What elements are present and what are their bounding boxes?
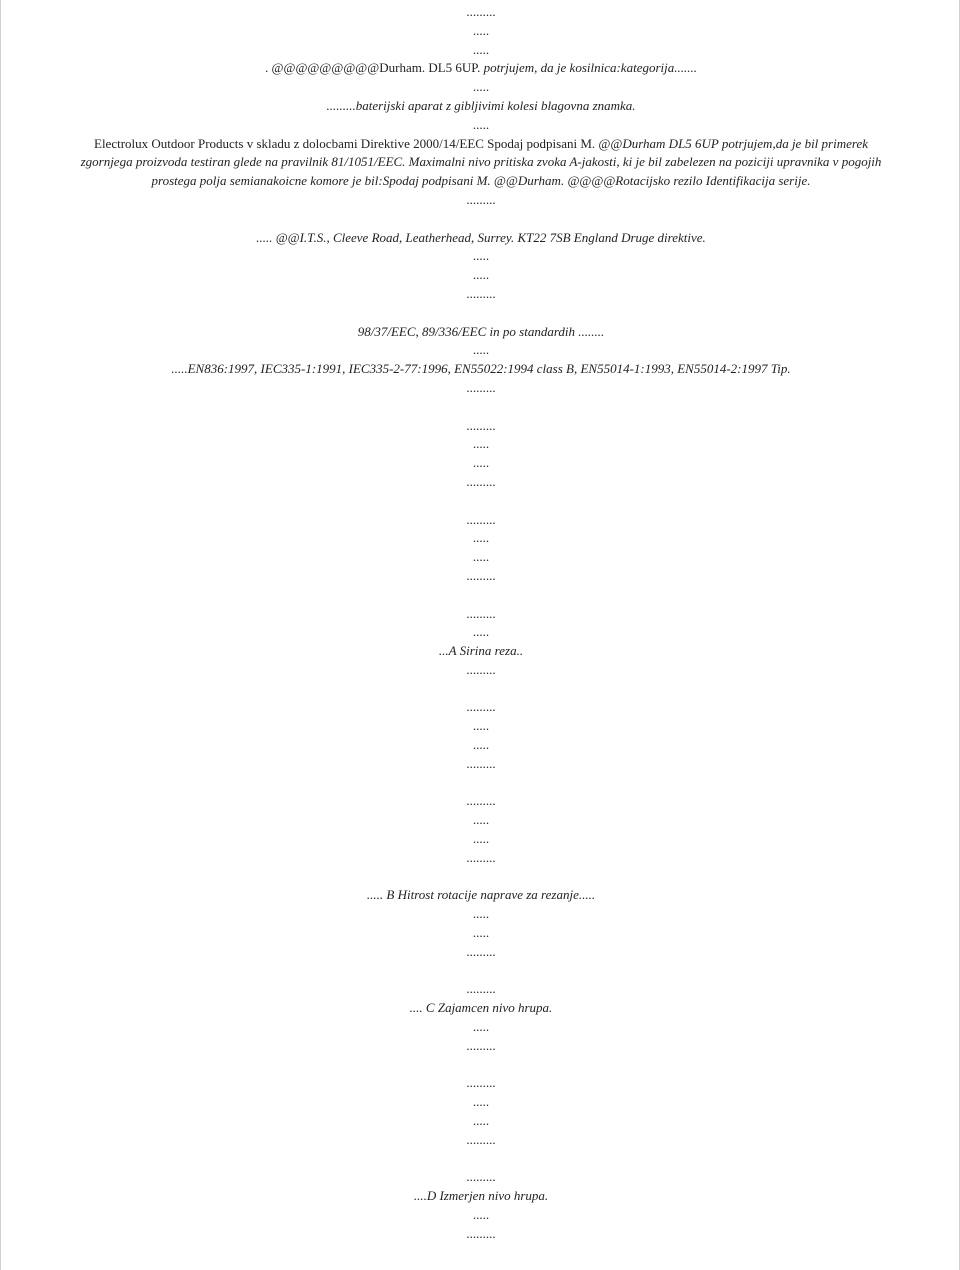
text-line: zgornjega proizvoda testiran glede na pravilnik 81/1051/EEC. Maximalni nivo pritiska zvoka A-jakosti, ki je bil zabelezen na poziciji upravnika v pogojih (80, 154, 882, 170)
dot-filler-line: ..... (472, 342, 490, 358)
blank-line (11, 1150, 951, 1169)
text-line: .....EN836:1997, IEC335-1:1991, IEC335-2-77:1996, EN55022:1994 class B, EN55014-1:1993, EN55014-2:1997 Tip. (171, 361, 791, 377)
dot-filler-line: ..... (472, 530, 490, 546)
dot-filler-line: ......... (466, 285, 496, 301)
dot-filler-line: ..... (472, 267, 490, 283)
dot-filler-line: ..... (472, 906, 490, 922)
dot-filler-line: ......... (466, 943, 496, 959)
document-body (11, 3, 951, 1244)
blank-line (11, 398, 951, 417)
dot-filler-line: ..... (472, 737, 490, 753)
dot-filler-line: ......... (466, 567, 496, 583)
dot-filler-line: ......... (466, 755, 496, 771)
dot-filler-line: ......... (466, 379, 496, 395)
dot-filler-line: ..... (472, 624, 490, 640)
dot-filler-line: ..... (472, 79, 490, 95)
dot-filler-line: ..... (472, 116, 490, 132)
dot-filler-line: ..... (472, 1207, 490, 1222)
dot-filler-line: ..... (472, 925, 490, 941)
dot-filler-line: ......... (466, 4, 496, 19)
text-segment: potrjujem, da je kosilnica:kategorija....... (483, 60, 697, 76)
text-line (11, 135, 951, 154)
text-line (11, 59, 951, 78)
dot-filler-line: ..... (472, 831, 490, 847)
dot-filler-line: ......... (466, 473, 496, 489)
text-line: prostega polja semianakoicne komore je bil:Spodaj podpisani M. @@Durham. @@@@Rotacijsko rezilo Identifikacija serije. (151, 173, 811, 189)
dot-filler-line: ..... (472, 1019, 490, 1035)
dot-filler-line: ......... (466, 1075, 496, 1091)
dot-filler-line: ......... (466, 981, 496, 997)
blank-line (11, 586, 951, 605)
text-line: .........baterijski aparat z gibljivimi kolesi blagovna znamka. (326, 97, 636, 113)
blank-line (11, 1056, 951, 1075)
dot-filler-line: ..... (472, 455, 490, 471)
dot-filler-line: ......... (466, 1169, 496, 1185)
dot-filler-line: ..... (472, 436, 490, 452)
text-segment: . @@@@@@@@@Durham. DL5 6UP. (265, 60, 484, 76)
dot-filler-line: ......... (466, 191, 496, 207)
dot-filler-line: ......... (466, 1037, 496, 1053)
dot-filler-line: ......... (466, 793, 496, 809)
dot-filler-line: ..... (472, 41, 490, 57)
blank-line (11, 210, 951, 229)
text-line: .... C Zajamcen nivo hrupa. (409, 1000, 553, 1016)
dot-filler-line: ......... (466, 1131, 496, 1147)
text-line: 98/37/EEC, 89/336/EEC in po standardih ........ (357, 323, 605, 339)
dot-filler-line: ......... (466, 605, 496, 621)
dot-filler-line: ..... (472, 812, 490, 828)
dot-filler-line: ......... (466, 661, 496, 677)
dot-filler-line: ..... (472, 1094, 490, 1110)
blank-line (11, 304, 951, 323)
dot-filler-line: ..... (472, 718, 490, 734)
text-line: ..... @@I.T.S., Cleeve Road, Leatherhead, Surrey. KT22 7SB England Druge direktive. (256, 229, 706, 245)
text-line: ....D Izmerjen nivo hrupa. (413, 1188, 549, 1204)
text-line: ..... B Hitrost rotacije naprave za rezanje..... (366, 887, 596, 903)
blank-line (11, 868, 951, 887)
text-segment: @@Durham DL5 6UP potrjujem,da je bil primerek (598, 135, 868, 151)
blank-line (11, 774, 951, 793)
blank-line (11, 492, 951, 511)
text-line: ...A Sirina reza.. (438, 643, 524, 659)
blank-line (11, 962, 951, 981)
dot-filler-line: ..... (472, 22, 490, 38)
dot-filler-line: ......... (466, 849, 496, 865)
dot-filler-line: ..... (472, 549, 490, 565)
dot-filler-line: ......... (466, 699, 496, 715)
text-segment: Electrolux Outdoor Products v skladu z dolocbami Direktive 2000/14/EEC Spodaj podpisani M. (94, 135, 599, 151)
dot-filler-line: ......... (466, 1225, 496, 1241)
dot-filler-line: ..... (472, 248, 490, 264)
dot-filler-line: ......... (466, 511, 496, 527)
blank-line (11, 680, 951, 699)
dot-filler-line: ......... (466, 417, 496, 433)
dot-filler-line: ..... (472, 1113, 490, 1129)
